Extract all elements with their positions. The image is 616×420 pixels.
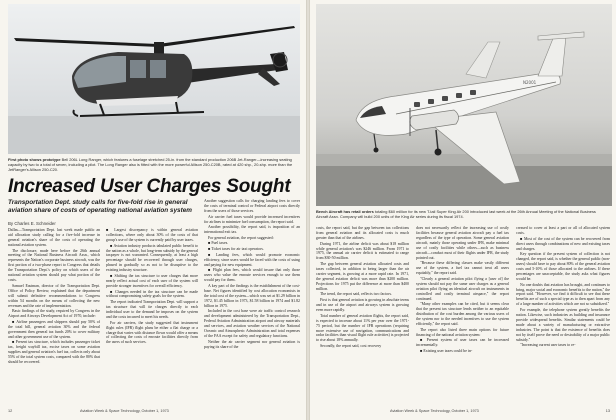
left-column-1: [8, 228, 100, 406]
article-paragraph: ■ Airline passengers and shippers should pay 50% of the total bill, general aviation 30% and the federal government then general tax funds 20% to cover military and other government use of the system.: [8, 319, 100, 339]
aircraft-photo-caption: [316, 209, 608, 219]
article-paragraph: Samuel Eastman, director of the Transportation Dept. Office of Policy Review, explained that the department will submit definitive recommendations to Congress within 54 months on the means of collecting the new revenues and the rate of implementation.: [8, 283, 100, 308]
left-column-3: [204, 199, 300, 406]
article-paragraph: Total number of general aviation flights, the report said, is expected to increase about 11% per year over the 1971-75 period, but the number of IFR operations (requiring more extensive use of navigation, communications and radar facilities than visual flight rule activities) is projected to rise about 18% annually.: [316, 313, 409, 343]
article-paragraph: "Clearly a general aviation pilot flying a [user of] the system should not pay the same user charges as a general aviation pilot flying an identical aircraft on instruments in controlled and costly terminal airspace," the report continued.: [416, 276, 509, 301]
article-paragraph: Key question if the present system of collection is not changed, the report said, is whether the general public (non-users) should have to pay about 80% of the general aviation costs and 5-10% of those allocated to the airlines. If these percentages are unacceptable, the study asks what figures would be.: [516, 252, 610, 281]
article-paragraph: does not necessarily reflect the increasing use of costly facilities because general aviation aircraft pay a fuel tax regardless of the type of operation. Some general aviation aircraft, mainly those operating under IFR, make minimal use of costly facilities while others—such as business aircraft—conduct most of their flights under IFR, the study pointed out.: [416, 226, 509, 260]
article-paragraph: For example, the telephone system greatly benefits the nation. Likewise, such industries as building and insurance provide widespread benefits. Similar statements could be made about a variety of manufacturing or extractive industries. The point is that the existence of benefits does not by itself prove the need or desirability of a major public subsidy.": [516, 308, 610, 342]
right-page: [310, 0, 616, 420]
king-air-illustration: [316, 4, 612, 206]
caption-text: totaling $60 million for its new T-tail Super King Air 200 introduced last week at the 26th Annual Meeting of the National Business Aircraft Assn. Company will build 200 units of the King Air series during its fiscal 1974.: [316, 209, 596, 219]
article-paragraph: During 1971, the airline deficit was about $18 million while general aviation's was $246 million. From 1971 to 1975, the annual air carrier deficit is estimated to range from $30-50 million.: [316, 241, 409, 261]
right-column-1: [316, 226, 409, 406]
article-byline: By Charles E. Schneider: [8, 221, 56, 226]
caption-lead: Beech Aircraft has retail orders: [316, 209, 374, 214]
article-paragraph: For air carriers, the study suggested that instrument flight rules (IFR) flight plans be either a flat charge or a charge that varies with distance flown would offer a means of collecting the costs of enroute facilities directly from the users of such services.: [106, 320, 198, 345]
article-paragraph: For general aviation, the report suggested:: [208, 235, 274, 240]
left-page: [0, 0, 306, 420]
article-paragraph: Neither the air carrier segment nor general aviation is paying its share of the: [204, 339, 300, 349]
article-paragraph: ■ Present tax structure, which includes passenger ticket tax, freight waybill tax, excise taxes on some aviation supplies and general aviation's fuel tax, collects only about 55% of the total system costs, compared with the 80% that should be recovered.: [8, 340, 100, 365]
article-paragraph: The gap between general aviation allocated costs and taxes collected, in addition to being larger than the air carrier segment, is growing at a more rapid rate. In 1971, the general aviation deficit was more than $200 million. Projections for 1975 put the difference at more than $400 million.: [316, 262, 409, 291]
aircraft-photo: [316, 4, 612, 206]
article-paragraph: "Increasing current user taxes to re-: [520, 343, 576, 348]
article-paragraph: ■ Existing user taxes could be in-: [420, 349, 473, 353]
article-paragraph: The trend, the report said, reflects two factors.: [320, 292, 392, 297]
left-column-2: [106, 228, 198, 406]
article-paragraph: costs, the report said, but the gap between tax collections from general aviation and its allocated costs is much greater than that of the airlines.: [316, 226, 409, 240]
page-number: 13: [605, 409, 610, 413]
article-paragraph: "Many other examples can be cited, but it seems clear that the present tax structure lends neither to an equitable distribution of the cost burden among the various users of the system nor to the needed incentives to use the system efficiently," the report said.: [416, 302, 509, 327]
article-paragraph: ■ Present system of user taxes can be increased incrementally.: [416, 338, 509, 348]
article-paragraph: The report indicated Transportation Dept. will support a tax structure that will tie charges directly to each individual user to the demand he imposes on the system and the costs incurred to meet his needs.: [106, 300, 198, 319]
article-paragraph: Air carrier fuel taxes would provide increased incentives for airlines to minimize fuel consumption, the report said.: [204, 214, 300, 224]
article-deck: Transportation Dept. study calls for five-fold rise in general aviation share of costs of operating national aviation system: [8, 199, 192, 214]
article-paragraph: Secondly, the report said, cost recovery: [320, 344, 382, 349]
article-paragraph: Another suggestion calls for charging landing fees to cover the costs of terminal control or Federal airport costs directly from the users of those services.: [204, 199, 300, 213]
article-paragraph: creased to cover at least a part or all of allocated system costs.: [516, 226, 610, 235]
helicopter-illustration: [8, 4, 300, 154]
article-paragraph: Included in the cost base were air traffic control research and development administered by the Transportation Dept., Federal Aviation Administration airport and airway materials and services, and aviation weather services of the National Oceanic and Atmospheric Administration and total expenses of the FAA except for safety and regulatory functions.: [204, 309, 300, 338]
helicopter-photo-caption: [8, 157, 300, 172]
caption-text: Bell 206L Long Ranger, which features a fuselage stretched 25-in. from the standard production 206B Jet-Ranger—increasing seating capacity by two to a total of seven, including a pilot. The Long Ranger also is fitted with the more powerful Allison 250-C20B, rated at 420 shp., 20-shp. more than the JetRanger's Allison 250-C20.: [8, 157, 293, 172]
helicopter-photo: [8, 4, 300, 154]
article-headline: Increased User Charges Sought: [8, 176, 291, 197]
article-paragraph: ■ Flight plan fees, which would insure that only those users who value the enroute services enough to use them would pay for them.: [204, 268, 300, 283]
article-paragraph: The disclosure, made here before the 26th annual meeting of the National Business Aircraft Assn., which represents the Nation's corporate business aircraft, was the first portion of a two-phase report to Congress that details the Transportation Dept.'s policy on which users of the national aviation system should pay what portion of the costs.: [8, 248, 100, 283]
article-paragraph: "Because these differing classes make vastly different use of the system, a fuel tax cannot treat all users equitably," the report said.: [416, 261, 509, 276]
article-paragraph: ■ Changes needed in the tax structure can be made without compromising safety goals for the system.: [106, 289, 198, 299]
caption-lead: First photo shows prototype: [8, 157, 61, 162]
article-paragraph: ■ Shifting the tax structure to user charges that more nearly reflect actual cost of each user of the system will provide stronger incentives for overall efficiency.: [106, 273, 198, 288]
page-number: 12: [8, 409, 13, 413]
article-paragraph: A key part of the findings is the establishment of the cost-base. Net figures identified by cost allocation economists in the total cost of the system—which was set at $1.29 billion in 1972, $1.45 billion in 1973, $1.58 billion in 1974 and $1.82 billion in 1975.: [204, 283, 300, 308]
article-paragraph: Dallas—Transportation Dept. last week made public an aid allocation study calling for a five-fold increase in general aviation's share of the costs of operating the national aviation system.: [8, 228, 100, 247]
right-column-2: [416, 226, 509, 406]
right-column-3: [516, 226, 610, 406]
svg-text:N2001: N2001: [523, 80, 537, 85]
article-paragraph: ■ Most of the cost of the system can be recovered from direct users through combinations of new and existing taxes and charges.: [516, 236, 610, 251]
article-paragraph: No one doubts that aviation has brought, and continues to bring, major social and economic benefits to the nation," the report said. "However, we find it difficult to see that these benefits are of such a special type as to then apart from any of a large number of activities which are not so subsidized.": [516, 282, 610, 307]
article-paragraph: First is that general aviation is growing in absolute terms and in use of the airport and airways system is growing even more rapidly.: [316, 298, 409, 312]
article-paragraph: ■ Largest discrepancy is within general aviation collections, where only about 30% of the costs of that group's use of the system is currently paid by user taxes.: [106, 228, 198, 242]
article-paragraph: ■ Fuel taxes.: [208, 241, 229, 246]
article-paragraph: ■ Landing fees, which would promote economic efficiency, since users would be faced with the costs of using and paying for new equipment.: [204, 252, 300, 267]
article-paragraph: The report also listed three main options for future financing of the national aviation system:: [416, 327, 509, 337]
article-paragraph: ■ Aviation industry products tabulated public benefit to the nation as a whole, but long-term subsidy by the general taxpayer is not warranted. Consequently, at least a high percentage should be recovered through user charges, phased in gradually so as not to be disruptive to the existing industry structure.: [106, 243, 198, 273]
magazine-folio: Aviation Week & Space Technology, October 1, 1973: [80, 409, 169, 413]
magazine-folio: Aviation Week & Space Technology, October 1, 1973: [390, 409, 479, 413]
article-paragraph: Basic findings of the study, required by Congress in the Airport and Airways Development Act of 1970, include:: [8, 309, 100, 319]
article-paragraph: ■ Ticket taxes for air taxi operators.: [208, 247, 264, 252]
article-paragraph: Another possibility, the report said, is imposition of an international exit tax.: [204, 225, 300, 235]
